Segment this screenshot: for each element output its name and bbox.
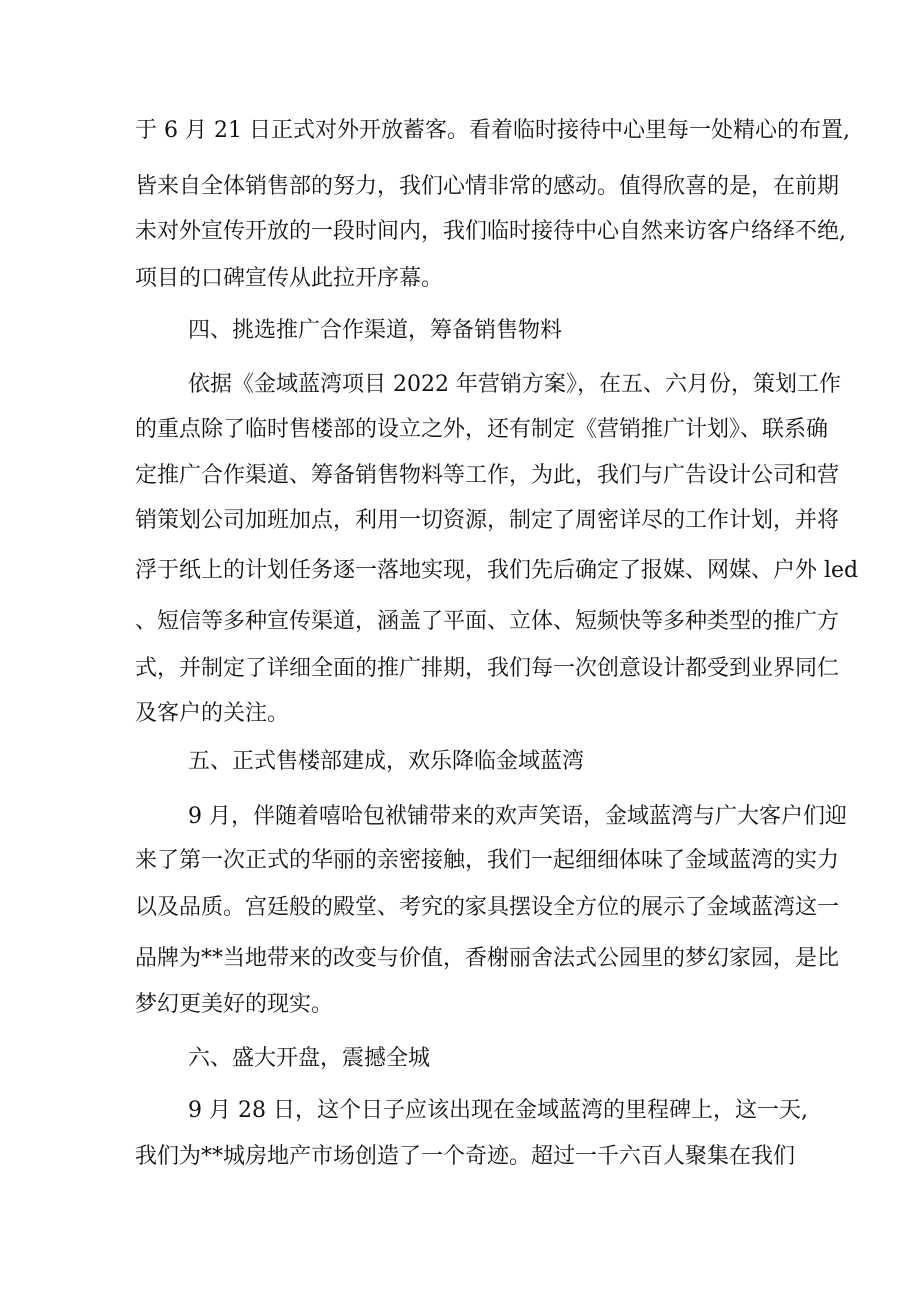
document-page: 于 6 月 21 日正式对外开放蓄客。看着临时接待中心里每一处精心的布置, 皆来自全体销售部的努力，我们心情非常的感动。值得欣喜的是，在前期 未对外宣传开放的一段时间内，我们临时接待中心自然来访客户络绎不绝, 项目的口碑宣传从此拉开序幕。 四、挑选推广合作渠道，筹备销售物料 依据《金域蓝湾项目 2022 年营销方案》，在五、六月份，策划工作 的重点除了临时售楼部的设立之外，还有制定《营销推广计划》、联系确 定推广合作渠道、筹备销售物料等工作，为此，我们与广告设计公司和营 销策划公司加班加点，利用一切资源，制定了周密详尽的工作计划，并将 浮于纸上的计划任务逐一落地实现，我们先后确定了报媒、网媒、户外 led 、短信等多种宣传渠道，涵盖了平面、立体、短频快等多种类型的推广方 式，并制定了详细全面的推广排期，我们每一次创意设计都受到业界同仁 及客户的关注。 五、正式售楼部建成，欢乐降临金域蓝湾 9 月，伴随着嘻哈包袱铺带来的欢声笑语，金域蓝湾与广大客户们迎 来了第一次正式的华丽的亲密接触，我们一起细细体味了金域蓝湾的实力 以及品质。宫廷般的殿堂、考究的家具摆设全方位的展示了金域蓝湾这一 品牌为**当地带来的改变与价值，香榭丽舍法式公园里的梦幻家园，是比 梦幻更美好的现实。 六、盛大开盘，震撼全城 9 月 28 日，这个日子应该出现在金域蓝湾的里程碑上，这一天, 我们为**城房地产市场创造了一个奇迹。超过一千六百人聚集在我们 (135, 118, 859, 1169)
